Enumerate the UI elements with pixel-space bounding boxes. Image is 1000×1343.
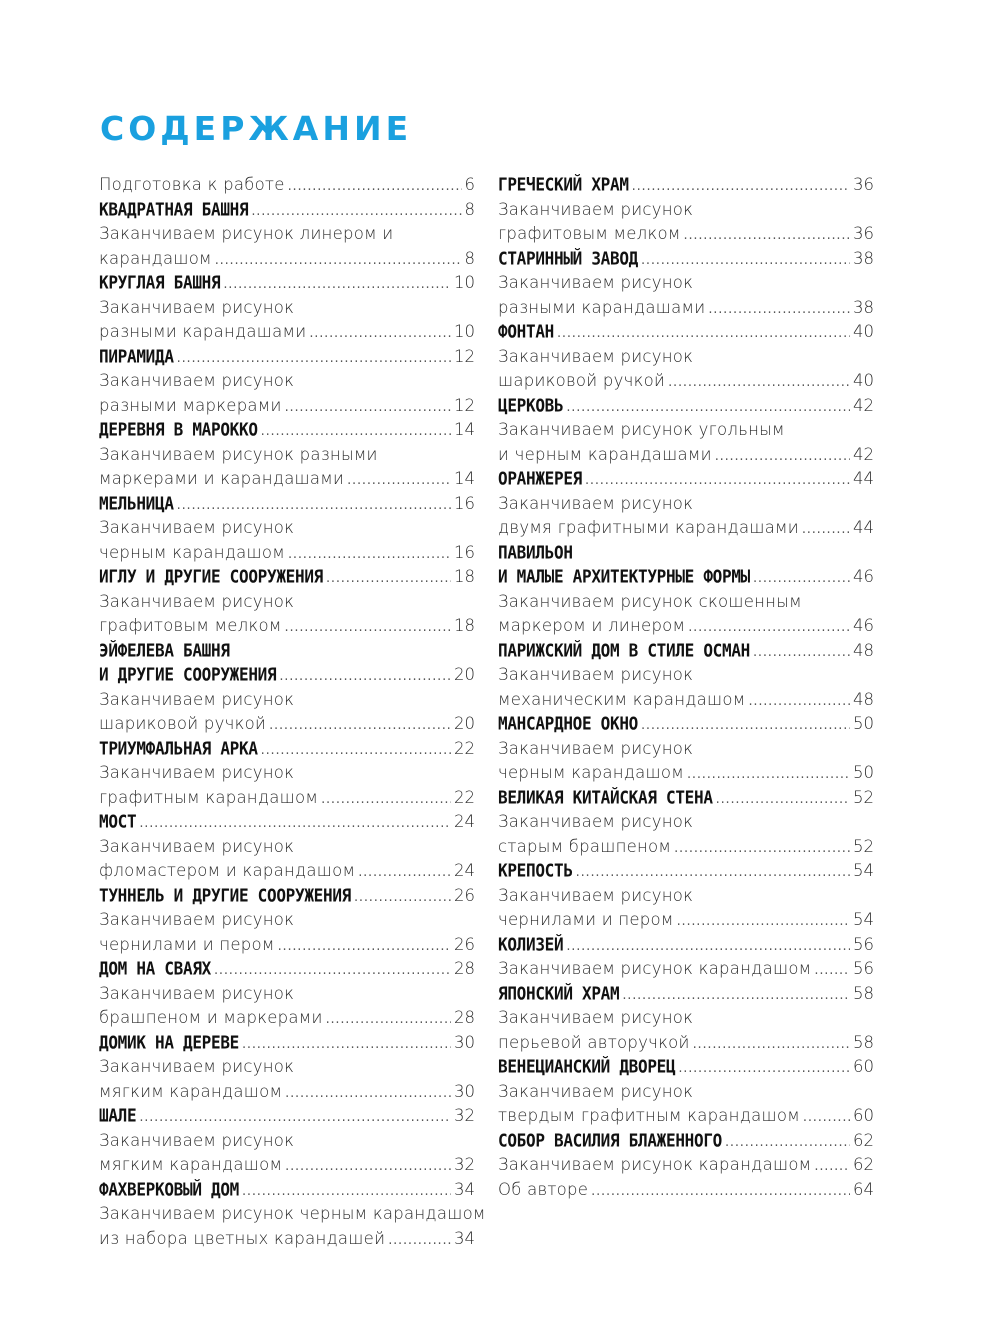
- page-number: 54: [853, 910, 874, 929]
- toc-entry: [99, 884, 475, 909]
- dot-leader: [326, 1008, 451, 1033]
- toc-entry-continued: [99, 688, 475, 713]
- entry-text: Заканчиваем рисунок скошенным: [498, 591, 802, 611]
- toc-entry-continued: [498, 541, 874, 566]
- dot-leader: [242, 1180, 451, 1205]
- toc-entry: [498, 222, 874, 247]
- entry-text: Заканчиваем рисунок: [498, 199, 694, 219]
- toc-entry: [99, 173, 475, 198]
- dot-leader: [632, 175, 850, 200]
- page-number: 10: [454, 322, 475, 341]
- page-number: 14: [454, 469, 475, 488]
- entry-text: шариковой ручкой: [498, 371, 666, 390]
- entry-text: разными карандашами: [498, 297, 706, 317]
- toc-entry: [99, 1153, 475, 1178]
- toc-entry-continued: [99, 369, 475, 394]
- toc-entry: [498, 614, 874, 639]
- dot-leader: [622, 984, 850, 1009]
- toc-entry-continued: [498, 663, 874, 688]
- dot-leader: [814, 959, 850, 984]
- entry-text: и черным карандашами: [498, 444, 712, 464]
- toc-entry: [498, 688, 874, 713]
- dot-leader: [388, 1229, 451, 1254]
- entry-text: черным карандашом: [99, 542, 285, 562]
- dot-leader: [261, 739, 451, 764]
- chapter-title: ОРАНЖЕРЕЯ: [498, 467, 582, 490]
- entry-text: двумя графитными карандашами: [498, 518, 799, 537]
- toc-entry-continued: [99, 590, 475, 615]
- page-number: 34: [454, 1179, 475, 1199]
- page-number: 12: [454, 346, 475, 366]
- toc-entry-continued: [99, 908, 475, 933]
- toc-entry-continued: [498, 884, 874, 909]
- entry-text: Заканчиваем рисунок: [498, 1081, 694, 1101]
- page-number: 46: [853, 616, 874, 635]
- dot-leader: [678, 1057, 850, 1082]
- toc-entry: [99, 394, 475, 419]
- dot-leader: [748, 690, 850, 715]
- page-number: 14: [454, 420, 475, 439]
- page-number: 26: [454, 885, 475, 905]
- toc-entry-continued: [498, 1006, 874, 1031]
- entry-text: Заканчиваем рисунок разными: [99, 444, 378, 464]
- dot-leader: [223, 273, 451, 298]
- entry-text: Заканчиваем рисунок: [99, 518, 295, 537]
- toc-entry-continued: [99, 222, 475, 247]
- toc-entry-continued: [99, 1129, 475, 1154]
- dot-leader: [215, 249, 462, 274]
- page-number: 8: [464, 248, 475, 268]
- dot-leader: [674, 837, 850, 862]
- toc-entry: [99, 1178, 475, 1203]
- dot-leader: [585, 469, 850, 494]
- toc-entry: [498, 957, 874, 982]
- toc-entry-continued: [498, 810, 874, 835]
- toc-entry: [498, 565, 874, 590]
- toc-entry: [498, 320, 874, 345]
- entry-text: графитным карандашом: [99, 787, 319, 807]
- entry-text: из набора цветных карандашей: [99, 1228, 386, 1248]
- dot-leader: [725, 1131, 850, 1156]
- dot-leader: [139, 1106, 451, 1131]
- dot-leader: [285, 396, 451, 421]
- chapter-title: СОБОР ВАСИЛИЯ БЛАЖЕННОГО: [498, 1129, 722, 1151]
- toc-entry: [99, 345, 475, 370]
- dot-leader: [251, 200, 461, 225]
- entry-text: Заканчиваем рисунок: [99, 689, 295, 709]
- page-number: 18: [454, 567, 475, 586]
- toc-entry-continued: [99, 516, 475, 541]
- page-number: 64: [853, 1179, 874, 1199]
- entry-text: Заканчиваем рисунок: [99, 591, 295, 611]
- toc-entry: [99, 786, 475, 811]
- toc-entry: [498, 712, 874, 737]
- chapter-title: ГРЕЧЕСКИЙ ХРАМ: [498, 173, 629, 196]
- toc-entry-continued: [498, 1080, 874, 1105]
- toc-entry: [99, 859, 475, 884]
- toc-entry: [498, 761, 874, 786]
- toc-entry-continued: [498, 590, 874, 615]
- page-title: СОДЕРЖАНИЕ: [100, 109, 413, 148]
- toc-entry: [498, 369, 874, 394]
- page-number: 12: [454, 395, 475, 415]
- toc-entry: [99, 467, 475, 492]
- dot-leader: [693, 1033, 850, 1058]
- toc-entry-continued: [99, 443, 475, 468]
- toc-entry: [498, 247, 874, 272]
- entry-text: графитовым мелком: [99, 616, 282, 635]
- toc-entry: [498, 1055, 874, 1080]
- entry-text: Заканчиваем рисунок: [498, 346, 694, 366]
- toc-entry-continued: [99, 639, 475, 664]
- toc-entry: [498, 835, 874, 860]
- page-number: 30: [454, 1081, 475, 1101]
- entry-text: Заканчиваем рисунок: [99, 297, 295, 317]
- entry-text: Заканчиваем рисунок черным карандашом: [99, 1204, 486, 1223]
- entry-text: брашпеном и маркерами: [99, 1008, 323, 1027]
- toc-entry: [99, 1031, 475, 1056]
- dot-leader: [753, 641, 850, 666]
- entry-text: маркерами и карандашами: [99, 469, 345, 488]
- toc-entry: [99, 1080, 475, 1105]
- chapter-title: СТАРИННЫЙ ЗАВОД: [498, 247, 638, 269]
- toc-entry-continued: [498, 492, 874, 517]
- toc-entry: [498, 394, 874, 419]
- dot-leader: [684, 224, 850, 249]
- toc-entry: [498, 1031, 874, 1056]
- entry-text: старым брашпеном: [498, 836, 672, 856]
- dot-leader: [139, 812, 451, 837]
- page-number: 28: [454, 1008, 475, 1027]
- chapter-title: ФАХВЕРКОВЫЙ ДОМ: [99, 1178, 239, 1200]
- page-number: 8: [464, 199, 475, 219]
- entry-text: Заканчиваем рисунок: [99, 1057, 295, 1076]
- page-number: 30: [454, 1032, 475, 1052]
- toc-entry: [99, 565, 475, 590]
- entry-text: Заканчиваем рисунок карандашом: [498, 959, 812, 978]
- toc-entry: [498, 908, 874, 933]
- dot-leader: [326, 567, 451, 592]
- toc-entry: [498, 1104, 874, 1129]
- page-number: 46: [853, 567, 874, 586]
- toc-entry-continued: [99, 761, 475, 786]
- chapter-title: МАНСАРДНОЕ ОКНО: [498, 712, 638, 735]
- toc-entry: [498, 467, 874, 492]
- entry-text: мягким карандашом: [99, 1081, 283, 1101]
- toc-entry: [498, 933, 874, 958]
- toc-entry-continued: [498, 737, 874, 762]
- toc-entry: [99, 810, 475, 835]
- dot-leader: [214, 959, 451, 984]
- dot-leader: [576, 861, 850, 886]
- entry-text: Об авторе: [498, 1179, 589, 1199]
- entry-text: Заканчиваем рисунок линером и: [99, 224, 394, 243]
- toc-entry: [99, 663, 475, 688]
- entry-text: Заканчиваем рисунок: [498, 665, 694, 684]
- chapter-title: ВЕНЕЦИАНСКИЙ ДВОРЕЦ: [498, 1055, 676, 1078]
- page-number: 38: [853, 297, 874, 317]
- dot-leader: [641, 249, 850, 274]
- chapter-title: ДЕРЕВНЯ В МАРОККО: [99, 418, 258, 441]
- page-number: 58: [853, 983, 874, 1003]
- page-number: 40: [853, 322, 874, 341]
- entry-text: черным карандашом: [498, 763, 684, 782]
- toc-entry-continued: [498, 345, 874, 370]
- page-number: 38: [853, 248, 874, 268]
- entry-text: Заканчиваем рисунок карандашом: [498, 1155, 812, 1174]
- entry-text: Заканчиваем рисунок: [99, 371, 295, 390]
- toc-entry: [99, 614, 475, 639]
- entry-text: Заканчиваем рисунок: [99, 1130, 295, 1150]
- chapter-title: МЕЛЬНИЦА: [99, 492, 174, 514]
- page-number: 24: [454, 861, 475, 880]
- dot-leader: [279, 665, 451, 690]
- toc-entry-continued: [99, 296, 475, 321]
- dot-leader: [566, 396, 850, 421]
- chapter-title: ЯПОНСКИЙ ХРАМ: [498, 982, 620, 1004]
- chapter-title: ШАЛЕ: [99, 1104, 137, 1127]
- dot-leader: [309, 322, 451, 347]
- toc-entry: [498, 1153, 874, 1178]
- page-number: 62: [853, 1130, 874, 1150]
- page-number: 40: [853, 371, 874, 390]
- toc-entry: [498, 639, 874, 664]
- toc-entry: [99, 198, 475, 223]
- chapter-title: ДОМ НА СВАЯХ: [99, 957, 211, 980]
- dot-leader: [358, 861, 451, 886]
- toc-entry: [498, 173, 874, 198]
- chapter-title: ПИРАМИДА: [99, 345, 174, 367]
- dot-leader: [566, 935, 850, 960]
- toc-entry-continued: [99, 1055, 475, 1080]
- toc-entry: [99, 320, 475, 345]
- toc-entry-continued: [99, 1202, 486, 1227]
- toc-entry: [99, 247, 475, 272]
- entry-text: перьевой авторучкой: [498, 1032, 690, 1052]
- dot-leader: [242, 1033, 451, 1058]
- dot-leader: [354, 886, 451, 911]
- page-number: 16: [454, 493, 475, 513]
- dot-leader: [677, 910, 850, 935]
- chapter-title: ФОНТАН: [498, 320, 554, 343]
- toc-entry-continued: [498, 418, 874, 443]
- toc-entry-continued: [99, 982, 475, 1007]
- toc-entry-continued: [498, 271, 874, 296]
- dot-leader: [668, 371, 850, 396]
- dot-leader: [347, 469, 451, 494]
- entry-text: чернилами и пером: [99, 934, 275, 954]
- dot-leader: [814, 1155, 850, 1180]
- entry-text: Заканчиваем рисунок: [99, 763, 295, 782]
- page-number: 50: [853, 714, 874, 733]
- dot-leader: [288, 175, 462, 200]
- page-number: 22: [454, 738, 475, 758]
- toc-entry: [99, 712, 475, 737]
- page-number: 28: [454, 959, 475, 978]
- toc-entry: [99, 957, 475, 982]
- page-number: 24: [454, 812, 475, 831]
- page-number: 48: [853, 689, 874, 709]
- toc-column-left: [99, 173, 486, 1251]
- entry-text: маркером и линером: [498, 616, 686, 635]
- entry-text: механическим карандашом: [498, 689, 746, 709]
- page-number: 18: [454, 616, 475, 635]
- toc-entry: [99, 271, 475, 296]
- chapter-title: ТРИУМФАЛЬНАЯ АРКА: [99, 737, 258, 759]
- chapter-title: КРЕПОСТЬ: [498, 859, 573, 882]
- dot-leader: [716, 788, 850, 813]
- page-number: 44: [853, 469, 874, 488]
- entry-text: Подготовка к работе: [99, 175, 285, 194]
- page-number: 34: [454, 1228, 475, 1248]
- toc-entry: [498, 1178, 874, 1203]
- toc-entry: [99, 1104, 475, 1129]
- toc-entry: [498, 296, 874, 321]
- page-number: 32: [454, 1155, 475, 1174]
- entry-text: Заканчиваем рисунок: [498, 493, 694, 513]
- entry-text: Заканчиваем рисунок: [498, 812, 694, 831]
- toc-entry: [498, 982, 874, 1007]
- chapter-title: ВЕЛИКАЯ КИТАЙСКАЯ СТЕНА: [498, 786, 713, 808]
- page-number: 50: [853, 763, 874, 782]
- dot-leader: [802, 518, 850, 543]
- entry-text: разными карандашами: [99, 322, 307, 341]
- dot-leader: [269, 714, 451, 739]
- page-number: 56: [853, 959, 874, 978]
- dot-leader: [261, 420, 451, 445]
- chapter-title: ИГЛУ И ДРУГИЕ СООРУЖЕНИЯ: [99, 565, 323, 588]
- dot-leader: [591, 1180, 850, 1205]
- dot-leader: [557, 322, 850, 347]
- chapter-title: ПАРИЖСКИЙ ДОМ В СТИЛЕ ОСМАН: [498, 639, 750, 661]
- page-number: 48: [853, 640, 874, 660]
- entry-text: Заканчиваем рисунок: [99, 836, 295, 856]
- page-number: 52: [853, 787, 874, 807]
- dot-leader: [177, 494, 451, 519]
- page-number: 22: [454, 787, 475, 807]
- toc-entry: [498, 1129, 874, 1154]
- chapter-title: ТУННЕЛЬ И ДРУГИЕ СООРУЖЕНИЯ: [99, 884, 351, 906]
- page-number: 62: [853, 1155, 874, 1174]
- entry-text: графитовым мелком: [498, 224, 681, 243]
- entry-text: Заканчиваем рисунок: [498, 273, 694, 292]
- page-number: 54: [853, 861, 874, 880]
- dot-leader: [321, 788, 451, 813]
- page-number: 44: [853, 518, 874, 537]
- dot-leader: [278, 935, 451, 960]
- page-number: 56: [853, 934, 874, 954]
- page-number: 42: [853, 444, 874, 464]
- toc-entry: [99, 737, 475, 762]
- chapter-title: ПАВИЛЬОН: [498, 541, 573, 563]
- chapter-title: ЦЕРКОВЬ: [498, 394, 564, 416]
- page-number: 52: [853, 836, 874, 856]
- dot-leader: [285, 616, 451, 641]
- entry-text: карандашом: [99, 248, 212, 268]
- dot-leader: [285, 1082, 451, 1107]
- chapter-title: КОЛИЗЕЙ: [498, 933, 564, 955]
- page-number: 58: [853, 1032, 874, 1052]
- toc-entry-continued: [99, 835, 475, 860]
- toc-entry: [99, 1227, 475, 1252]
- chapter-title: И МАЛЫЕ АРХИТЕКТУРНЫЕ ФОРМЫ: [498, 565, 750, 588]
- toc-column-right: [498, 173, 874, 1202]
- toc-entry: [498, 516, 874, 541]
- entry-text: Заканчиваем рисунок: [99, 910, 295, 929]
- entry-text: чернилами и пером: [498, 910, 674, 929]
- page-number: 6: [464, 175, 475, 194]
- entry-text: Заканчиваем рисунок: [99, 983, 295, 1003]
- entry-text: Заканчиваем рисунок: [498, 738, 694, 758]
- page-number: 16: [454, 542, 475, 562]
- entry-text: разными маркерами: [99, 395, 282, 415]
- chapter-title: КРУГЛАЯ БАШНЯ: [99, 271, 221, 294]
- chapter-title: МОСТ: [99, 810, 137, 833]
- chapter-title: И ДРУГИЕ СООРУЖЕНИЯ: [99, 663, 277, 686]
- toc-entry: [498, 859, 874, 884]
- page-number: 60: [853, 1106, 874, 1125]
- page-number: 42: [853, 395, 874, 415]
- dot-leader: [715, 445, 850, 470]
- chapter-title: ДОМИК НА ДЕРЕВЕ: [99, 1031, 239, 1053]
- dot-leader: [753, 567, 850, 592]
- page-number: 20: [454, 714, 475, 733]
- chapter-title: ЭЙФЕЛЕВА БАШНЯ: [99, 639, 230, 661]
- toc-entry: [99, 933, 475, 958]
- toc-entry: [99, 1006, 475, 1031]
- dot-leader: [803, 1106, 850, 1131]
- dot-leader: [285, 1155, 451, 1180]
- dot-leader: [708, 298, 850, 323]
- toc-entry: [498, 786, 874, 811]
- page-number: 32: [454, 1106, 475, 1125]
- chapter-title: КВАДРАТНАЯ БАШНЯ: [99, 198, 249, 220]
- page-number: 20: [454, 665, 475, 684]
- page-number: 36: [853, 175, 874, 194]
- toc-entry-continued: [498, 198, 874, 223]
- page-number: 10: [454, 273, 475, 292]
- toc-entry: [99, 541, 475, 566]
- toc-entry: [498, 443, 874, 468]
- dot-leader: [177, 347, 451, 372]
- page-number: 36: [853, 224, 874, 243]
- toc-entry: [99, 492, 475, 517]
- entry-text: фломастером и карандашом: [99, 861, 356, 880]
- page-number: 26: [454, 934, 475, 954]
- entry-text: Заканчиваем рисунок: [498, 885, 694, 905]
- entry-text: Заканчиваем рисунок угольным: [498, 420, 785, 439]
- entry-text: Заканчиваем рисунок: [498, 1008, 694, 1027]
- dot-leader: [641, 714, 850, 739]
- entry-text: мягким карандашом: [99, 1155, 283, 1174]
- toc-entry: [99, 418, 475, 443]
- entry-text: шариковой ручкой: [99, 714, 267, 733]
- entry-text: твердым графитным карандашом: [498, 1106, 800, 1125]
- page-number: 60: [853, 1057, 874, 1076]
